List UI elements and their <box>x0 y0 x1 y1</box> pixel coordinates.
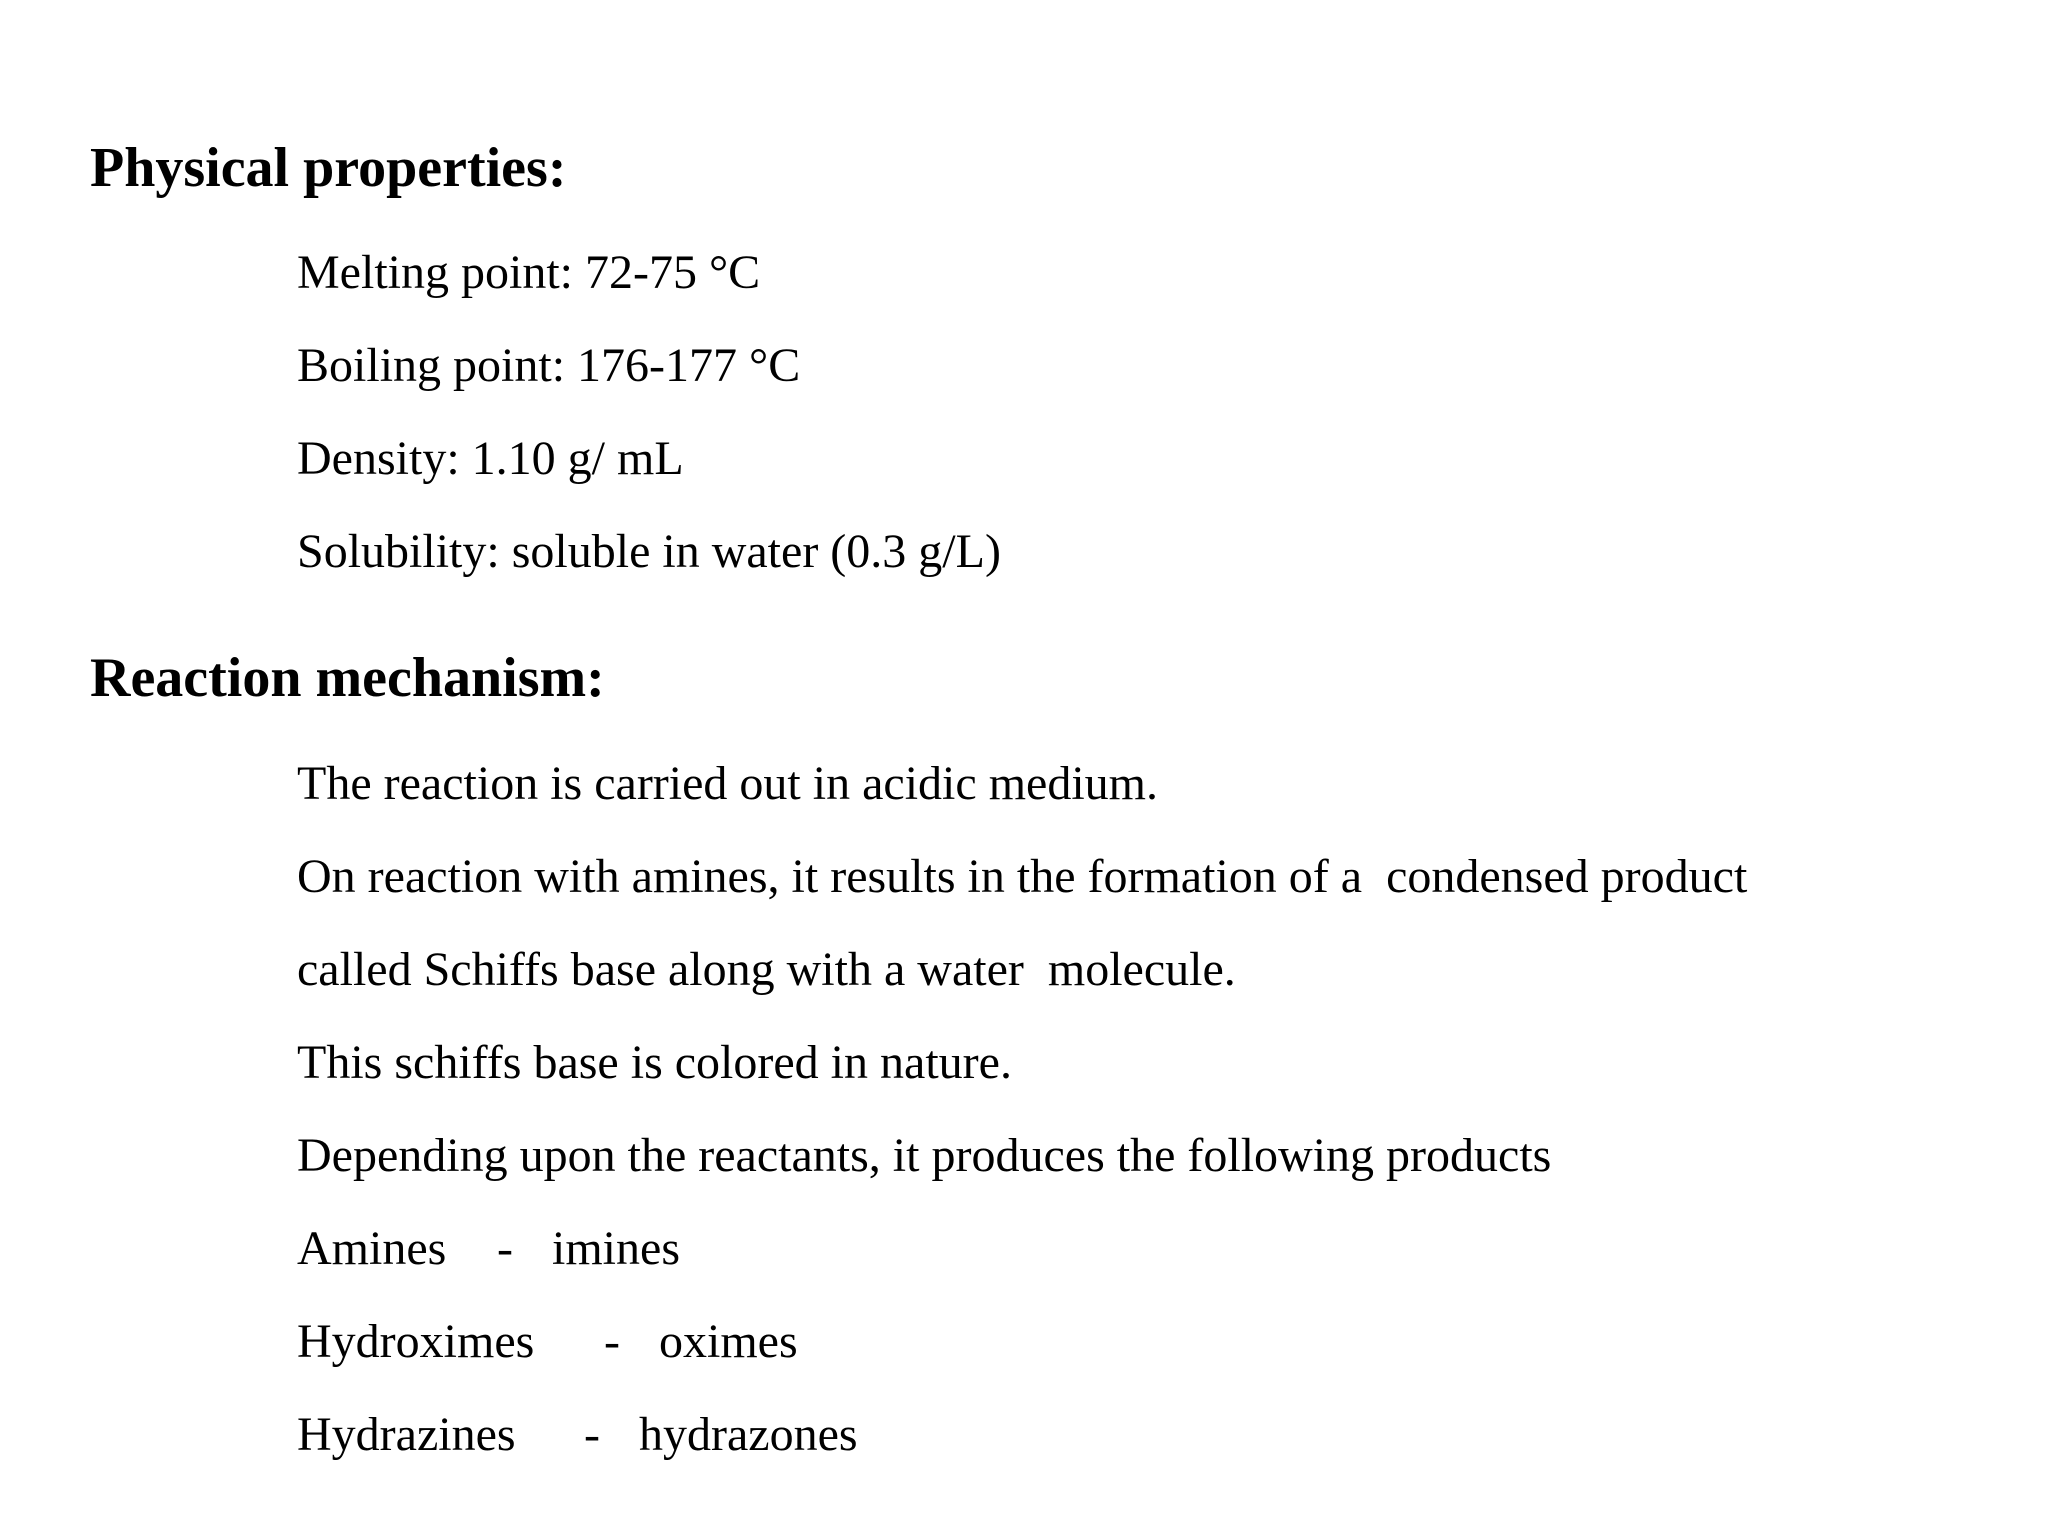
mechanism-line-acidic-medium: The reaction is carried out in acidic medium. <box>297 757 1158 810</box>
solubility-line: Solubility: soluble in water (0.3 g/L) <box>297 525 1001 578</box>
physical-properties-heading: Physical properties: <box>90 137 567 199</box>
mechanism-line-schiffs-base: called Schiffs base along with a water molecule. <box>297 943 1236 996</box>
melting-point-line: Melting point: 72-75 °C <box>297 246 761 299</box>
dash-separator: - <box>604 1315 620 1368</box>
dash-separator: - <box>497 1222 513 1275</box>
reactant-label: Amines <box>297 1222 447 1275</box>
mechanism-line-colored: This schiffs base is colored in nature. <box>297 1036 1012 1089</box>
mechanism-line-amines-reaction: On reaction with amines, it results in the formation of a condensed product <box>297 850 1748 903</box>
product-label: hydrazones <box>639 1408 858 1461</box>
product-label: imines <box>552 1222 680 1275</box>
reactant-label: Hydroximes <box>297 1315 535 1368</box>
reactant-label: Hydrazines <box>297 1408 516 1461</box>
boiling-point-line: Boiling point: 176-177 °C <box>297 339 801 392</box>
product-label: oximes <box>659 1315 798 1368</box>
dash-separator: - <box>584 1408 600 1461</box>
mechanism-line-depending: Depending upon the reactants, it produces the following products <box>297 1129 1552 1182</box>
density-line: Density: 1.10 g/ mL <box>297 432 684 485</box>
reaction-mechanism-heading: Reaction mechanism: <box>90 647 605 709</box>
